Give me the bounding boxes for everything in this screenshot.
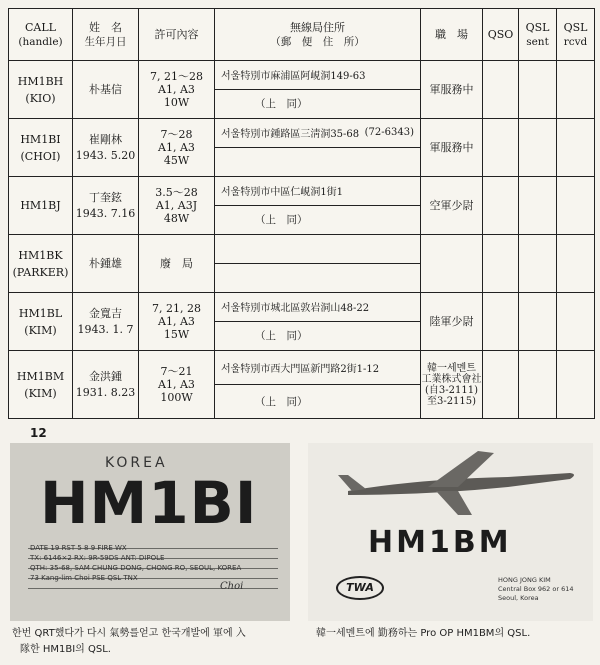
call-cell [9,351,73,419]
station-row [9,177,595,235]
qso-cell [483,235,519,293]
address-cell [215,351,421,419]
call-cell [9,177,73,235]
header-address: 無線局住所 （郵 便 住 所） [215,9,421,61]
station-address: 서울特別市麻浦區阿峴洞149-63 [221,71,366,83]
license-cell: 7, 21, 28 A1, A3 15W [139,293,215,351]
job-cell: 韓一세멘트 工業株式會社 (自3-2111) 至3-2115) [421,351,483,419]
callsign: HM1BM [16,369,65,383]
qsl-card-hm1bi-photo [10,443,290,621]
page-number: 12 [30,426,47,440]
operator-name: 金寬吉 [89,306,122,320]
name-cell [73,235,139,293]
card2-callsign: HM1BM [368,525,512,560]
card-line-b: TX: 6146×2 RX: 9R-59DS ANT: DIPOLE [30,554,165,562]
station-row [9,61,595,119]
name-cell [73,119,139,177]
license-cell: 7, 21～28 A1, A3 10W [139,61,215,119]
operator-name: 朴基信 [89,82,122,96]
job-cell: 軍服務中 [421,119,483,177]
qsl-rcvd-cell [557,235,595,293]
handle: (KIM) [24,386,57,400]
mail-address: （上 同） [255,395,308,408]
qsl-sent-cell [519,119,557,177]
call-cell [9,61,73,119]
station-row [9,293,595,351]
callsign: HM1BL [18,306,63,320]
handle: (PARKER) [12,265,69,279]
address-cell [215,177,421,235]
card2-address: HONG JONG KIM Central Box 962 or 614 Seoul, Korea [498,576,574,602]
qsl-sent-cell [519,177,557,235]
mail-address: （上 同） [255,98,308,111]
operator-name: 金洪鍾 [89,369,122,383]
header-name: 姓 名 生年月日 [73,9,139,61]
station-address: 서울特別市中區仁峴洞1街1 [221,187,344,199]
name-cell [73,177,139,235]
qsl-rcvd-cell [557,61,595,119]
handle: (KIM) [24,323,57,337]
card-line-a: DATE 19 RST 5 8 9 FIRE WX [30,544,127,552]
handle: (KIO) [25,91,56,105]
airplane-icon [308,443,593,523]
operator-name: 丁奎鉉 [89,190,122,204]
license-cell: 3.5～28 A1, A3J 48W [139,177,215,235]
header-call: CALL (handle) [9,9,73,61]
operator-name: 朴鍾雄 [89,256,122,270]
header-job: 職 場 [421,9,483,61]
call-cell [9,119,73,177]
header-qsl-sent: QSL sent [519,9,557,61]
address-cell [215,61,421,119]
qsl-rcvd-cell [557,177,595,235]
card-callsign: HM1BI [40,469,258,537]
qsl-card-hm1bm-photo [308,443,593,621]
operator-name: 崔剛林 [89,132,122,146]
qsl-sent-cell [519,235,557,293]
station-row [9,235,595,293]
name-cell [73,61,139,119]
card-country: KOREA [105,455,168,471]
birth-date: 1943. 1. 7 [77,322,134,336]
header-qsl-rcvd: QSL rcvd [557,9,595,61]
qsl-rcvd-cell [557,293,595,351]
header-license: 許可內容 [139,9,215,61]
twa-logo: TWA [336,576,384,600]
callsign: HM1BJ [20,199,61,212]
header-qso: QSO [483,9,519,61]
qso-cell [483,351,519,419]
callsign: HM1BI [20,132,61,146]
license-cell: 7～28 A1, A3 45W [139,119,215,177]
header-row [9,9,595,61]
card-line-d: 73 Kang-lim Choi PSE QSL TNX [30,574,138,582]
mail-address: （上 同） [255,214,308,227]
birth-date: 1943. 7.16 [75,206,136,220]
handle: (CHOI) [20,149,61,163]
job-cell: 軍服務中 [421,61,483,119]
license-cell: 廢 局 [139,235,215,293]
name-cell [73,293,139,351]
callsign: HM1BK [18,248,63,262]
birth-date: 1943. 5.20 [75,148,136,162]
license-cell: 7～21 A1, A3 100W [139,351,215,419]
station-row [9,351,595,419]
station-row [9,119,595,177]
card-line-c: QTH: 35-68, SAM CHUNG DONG, CHONG RO, SEOUL, KOREA [30,564,242,572]
caption-hm1bm: 韓一세멘트에 勤務하는 Pro OP HM1BM의 QSL. [316,628,531,639]
name-cell [73,351,139,419]
qsl-rcvd-cell [557,119,595,177]
job-cell [421,235,483,293]
call-cell [9,235,73,293]
job-cell: 陸軍少尉 [421,293,483,351]
address-cell [215,235,421,293]
qso-cell [483,293,519,351]
caption-hm1bi: 한번 QRT했다가 다시 氣勢를얻고 한국개발에 軍에 入 隊한 HM1BI의 QSL. [12,628,246,655]
qsl-rcvd-cell [557,351,595,419]
station-address: 서울特別市西大門區新門路2街1-12 [221,363,380,375]
station-address: 서울特別市鍾路區三淸洞35-68 [221,129,360,141]
callsign: HM1BH [17,74,64,88]
mail-address: （上 同） [255,330,308,343]
qso-cell [483,177,519,235]
address-cell [215,293,421,351]
card-signature: Choi [220,581,244,592]
qsl-sent-cell [519,351,557,419]
telephone: (72-6343) [364,127,414,139]
qsl-sent-cell [519,61,557,119]
birth-date: 1931. 8.23 [75,385,136,399]
qso-cell [483,61,519,119]
call-cell [9,293,73,351]
job-cell: 空軍少尉 [421,177,483,235]
station-registry-table [8,8,595,419]
qso-cell [483,119,519,177]
qsl-sent-cell [519,293,557,351]
station-address: 서울特別市城北區敦岩洞山48-22 [221,303,370,315]
address-cell [215,119,421,177]
